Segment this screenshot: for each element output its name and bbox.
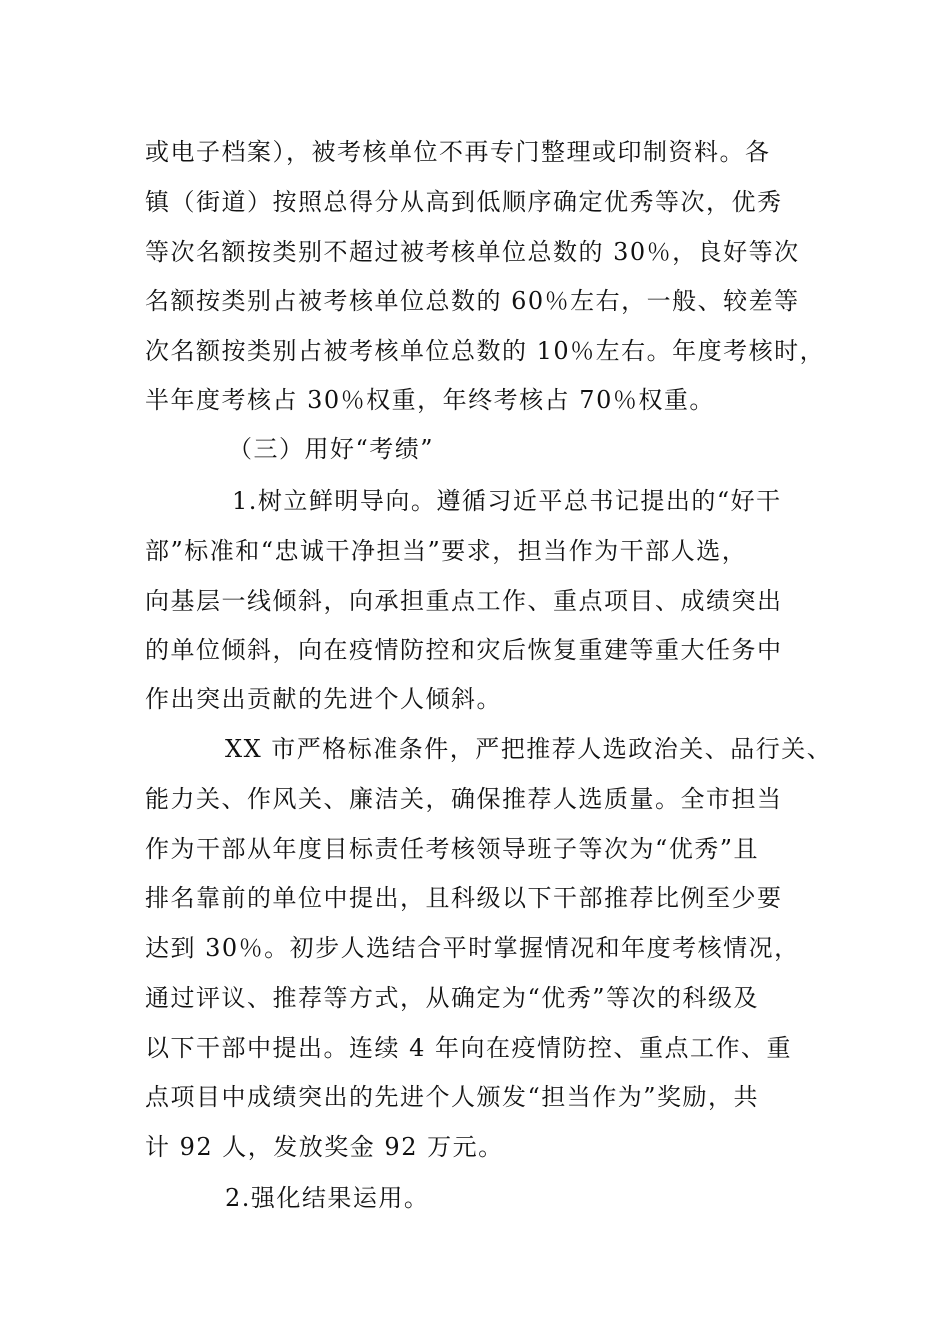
text-line-6: 半年度考核占 30％权重，年终考核占 70％权重。 bbox=[145, 386, 715, 414]
text-line-1: 或电子档案），被考核单位不再专门整理或印制资料。各 bbox=[145, 138, 771, 166]
text-line-9: 部”标准和“忠诚干净担当”要求，担当作为干部人选， bbox=[145, 537, 748, 565]
text-line-19: 以下干部中提出。连续 4 年向在疫情防控、重点工作、重 bbox=[145, 1034, 793, 1062]
text-line-4: 名额按类别占被考核单位总数的 60％左右，一般、较差等 bbox=[145, 287, 800, 315]
text-line-10: 向基层一线倾斜，向承担重点工作、重点项目、成绩突出 bbox=[145, 587, 783, 615]
text-line-12: 作出突出贡献的先进个人倾斜。 bbox=[145, 685, 502, 713]
text-line-8: 1.树立鲜明导向。遵循习近平总书记提出的“好干 bbox=[232, 487, 782, 515]
text-line-20: 点项目中成绩突出的先进个人颁发“担当作为”奖励，共 bbox=[145, 1083, 760, 1111]
text-line-2: 镇（街道）按照总得分从高到低顺序确定优秀等次，优秀 bbox=[145, 188, 783, 216]
section-heading: （三）用好“考绩” bbox=[228, 435, 435, 463]
text-line-18: 通过评议、推荐等方式，从确定为“优秀”等次的科级及 bbox=[145, 984, 760, 1012]
text-line-5: 次名额按类别占被考核单位总数的 10％左右。年度考核时， bbox=[145, 337, 826, 365]
text-line-15: 作为干部从年度目标责任考核领导班子等次为“优秀”且 bbox=[145, 835, 760, 863]
text-line-11: 的单位倾斜，向在疫情防控和灾后恢复重建等重大任务中 bbox=[145, 636, 783, 664]
text-line-16: 排名靠前的单位中提出，且科级以下干部推荐比例至少要 bbox=[145, 884, 783, 912]
text-line-21: 计 92 人，发放奖金 92 万元。 bbox=[145, 1133, 504, 1161]
text-line-14: 能力关、作风关、廉洁关，确保推荐人选质量。全市担当 bbox=[145, 785, 783, 813]
text-line-13: XX 市严格标准条件，严把推荐人选政治关、品行关、 bbox=[225, 735, 833, 763]
text-line-17: 达到 30％。初步人选结合平时掌握情况和年度考核情况， bbox=[145, 934, 800, 962]
text-line-3: 等次名额按类别不超过被考核单位总数的 30％，良好等次 bbox=[145, 238, 800, 266]
text-line-22: 2.强化结果运用。 bbox=[225, 1184, 430, 1212]
